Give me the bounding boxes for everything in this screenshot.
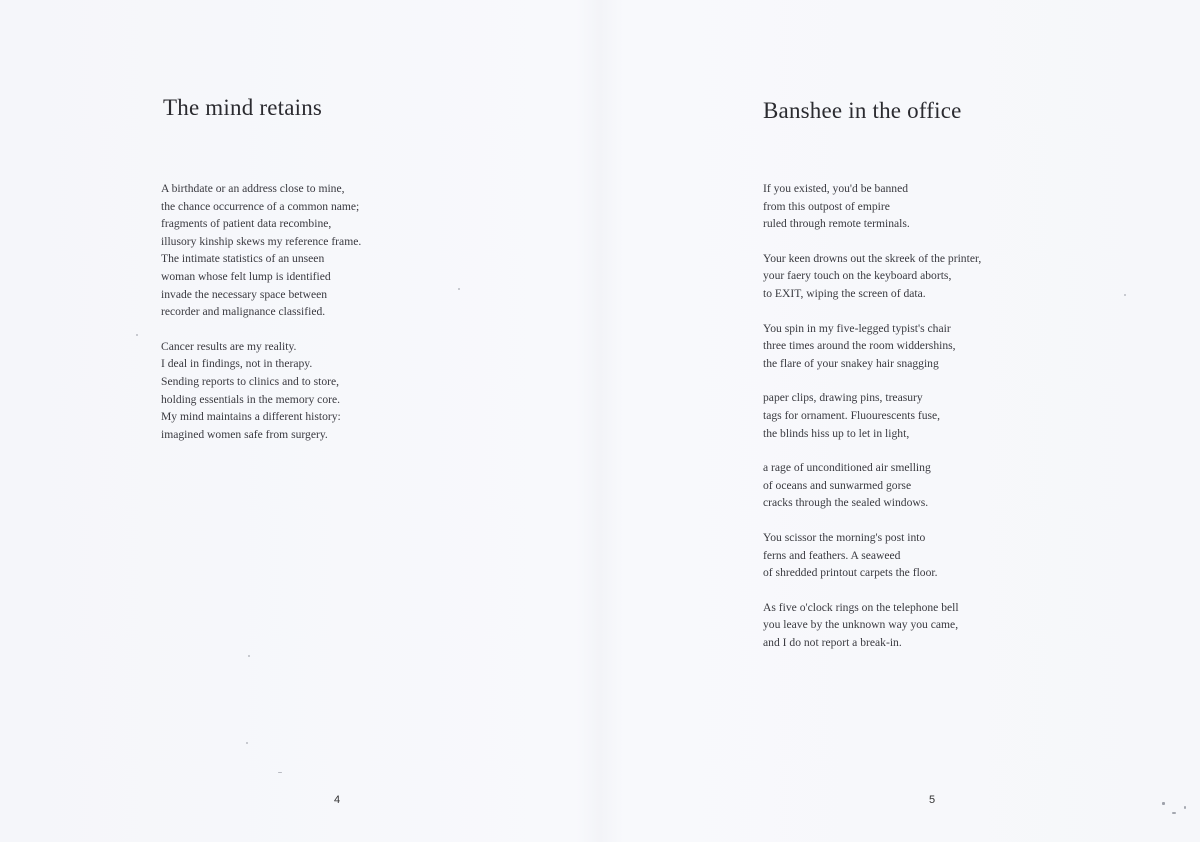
poem-line: imagined women safe from surgery. xyxy=(161,427,328,441)
paper-speck xyxy=(1184,806,1186,809)
poem-line: your faery touch on the keyboard aborts, xyxy=(763,269,952,283)
right-page xyxy=(600,0,1200,842)
poem-line: the blinds hiss up to let in light, xyxy=(763,426,910,440)
poem-line: If you existed, you'd be banned xyxy=(763,182,909,195)
poem-line: woman whose felt lump is identified xyxy=(161,269,331,283)
poem-line: the flare of your snakey hair snagging xyxy=(763,356,939,370)
poem-line: Your keen drowns out the skreek of the printer, xyxy=(763,251,982,265)
stanza xyxy=(161,180,461,321)
poem-line: cracks through the sealed windows. xyxy=(763,496,929,510)
poem-body-left xyxy=(161,180,461,460)
poem-line: the chance occurrence of a common name; xyxy=(161,199,360,213)
poem-line: three times around the room widdershins, xyxy=(763,339,956,353)
stanza xyxy=(763,459,1063,512)
poem-line: of shredded printout carpets the floor. xyxy=(763,566,938,580)
page-number-left: 4 xyxy=(334,794,341,806)
poem-line: of oceans and sunwarmed gorse xyxy=(763,478,912,492)
poem-line: Cancer results are my reality. xyxy=(161,339,297,353)
poem-line: you leave by the unknown way you came, xyxy=(763,618,959,632)
poem-line: Sending reports to clinics and to store, xyxy=(161,374,340,388)
poem-line: tags for ornament. Fluourescents fuse, xyxy=(763,408,941,422)
paper-speck xyxy=(246,742,248,744)
stanza xyxy=(763,250,1063,303)
stanza xyxy=(763,180,1063,233)
poem-line: A birthdate or an address close to mine, xyxy=(161,182,345,195)
stanza xyxy=(763,529,1063,582)
paper-speck xyxy=(278,772,282,773)
poem-title-left: The mind retains xyxy=(163,95,323,120)
paper-speck xyxy=(458,288,460,290)
paper-speck xyxy=(1172,812,1176,814)
poem-line: You scissor the morning's post into xyxy=(763,530,926,544)
poem-body-right xyxy=(763,180,1063,668)
page-number-right: 5 xyxy=(929,794,936,806)
poem-line: invade the necessary space between xyxy=(161,287,328,301)
poem-line: and I do not report a break-in. xyxy=(763,635,902,649)
stanza xyxy=(763,389,1063,442)
poem-line: ferns and feathers. A seaweed xyxy=(763,548,901,562)
poem-title-right: Banshee in the office xyxy=(763,98,962,123)
poem-line: fragments of patient data recombine, xyxy=(161,217,332,231)
poem-line: ruled through remote terminals. xyxy=(763,217,910,231)
paper-speck xyxy=(248,655,250,657)
poem-line: a rage of unconditioned air smelling xyxy=(763,461,931,475)
stanza xyxy=(763,320,1063,373)
poem-line: paper clips, drawing pins, treasury xyxy=(763,391,923,405)
paper-speck xyxy=(1162,802,1165,805)
poem-line: holding essentials in the memory core. xyxy=(161,392,341,406)
poem-line: My mind maintains a different history: xyxy=(161,410,341,424)
poem-line: from this outpost of empire xyxy=(763,199,890,213)
poem-line: The intimate statistics of an unseen xyxy=(161,252,325,266)
poem-line: As five o'clock rings on the telephone bell xyxy=(763,600,959,614)
poem-line: to EXIT, wiping the screen of data. xyxy=(763,286,926,300)
poem-line: recorder and malignance classified. xyxy=(161,305,326,319)
stanza xyxy=(161,338,461,444)
stanza xyxy=(763,599,1063,652)
paper-speck xyxy=(136,334,138,336)
poem-line: illusory kinship skews my reference frame. xyxy=(161,234,362,248)
paper-speck xyxy=(1124,294,1126,296)
poem-line: You spin in my five-legged typist's chair xyxy=(763,321,951,335)
poem-line: I deal in findings, not in therapy. xyxy=(161,357,313,371)
